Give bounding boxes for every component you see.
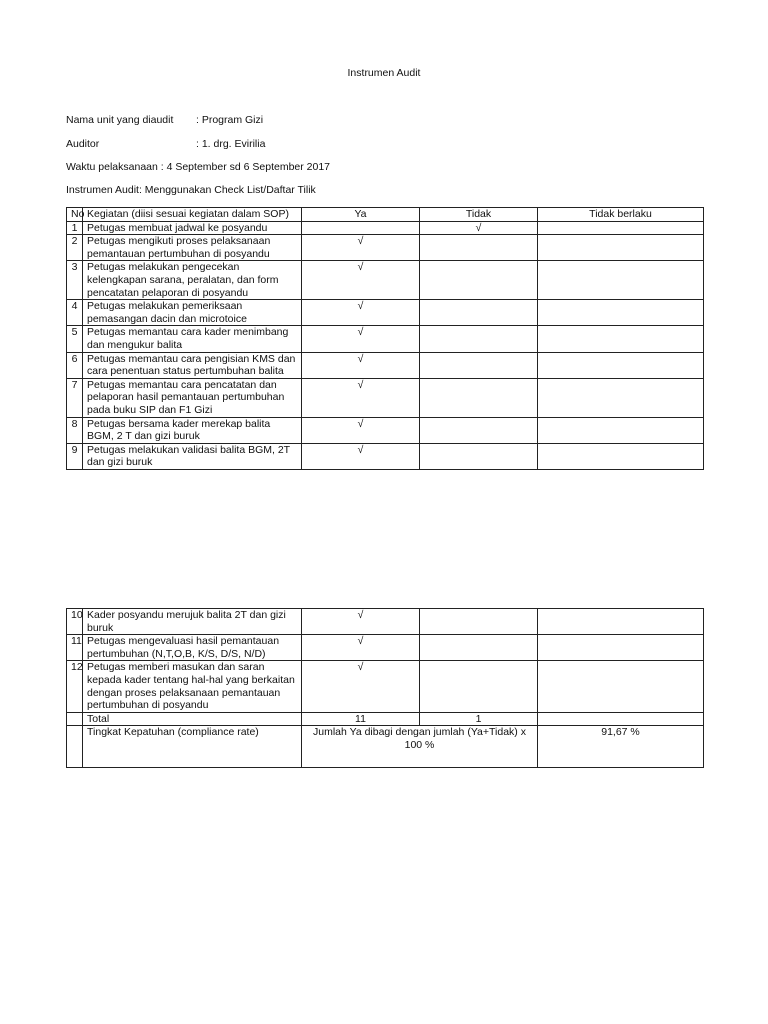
row-tidak-check: √: [420, 221, 538, 235]
table-row: [67, 352, 704, 378]
audit-table-1: [66, 207, 704, 470]
row-tidak-berlaku: [538, 443, 704, 469]
row-no: 3: [67, 261, 83, 300]
row-kegiatan: Petugas memberi masukan dan saran kepada kader tentang hal-hal yang berkaitan dengan proses pelaksanaan pemantauan pertumbuhan di posyandu: [83, 661, 302, 712]
row-tidak-check: [420, 326, 538, 352]
unit-row: [66, 114, 263, 126]
row-no: 1: [67, 221, 83, 235]
row-tidak-berlaku: [538, 221, 704, 235]
row-tidak-check: [420, 235, 538, 261]
compliance-no-cell: [67, 726, 83, 768]
header-kegiatan: Kegiatan (diisi sesuai kegiatan dalam SOP): [83, 208, 302, 222]
row-no: 11: [67, 635, 83, 661]
table-row: [67, 300, 704, 326]
row-ya-check: √: [302, 235, 420, 261]
row-ya-check: √: [302, 352, 420, 378]
auditor-value: : 1. drg. Evirilia: [196, 138, 266, 150]
row-tidak-berlaku: [538, 661, 704, 712]
row-tidak-berlaku: [538, 609, 704, 635]
row-kegiatan: Petugas melakukan validasi balita BGM, 2T dan gizi buruk: [83, 443, 302, 469]
row-ya-check: √: [302, 326, 420, 352]
row-ya-check: [302, 221, 420, 235]
row-kegiatan: Petugas memantau cara pengisian KMS dan cara penentuan status pertumbuhan balita: [83, 352, 302, 378]
header-tidak-berlaku: Tidak berlaku: [538, 208, 704, 222]
row-no: 9: [67, 443, 83, 469]
row-tidak-berlaku: [538, 378, 704, 417]
row-tidak-berlaku: [538, 352, 704, 378]
instrumen-method: Instrumen Audit: Menggunakan Check List/Daftar Tilik: [66, 184, 316, 196]
header-no: No: [67, 208, 83, 222]
row-kegiatan: Kader posyandu merujuk balita 2T dan gizi buruk: [83, 609, 302, 635]
row-tidak-check: [420, 417, 538, 443]
table-row: [67, 378, 704, 417]
row-ya-check: √: [302, 609, 420, 635]
row-tidak-check: [420, 443, 538, 469]
auditor-label: Auditor: [66, 138, 100, 150]
row-tidak-check: [420, 378, 538, 417]
total-row: [67, 712, 704, 726]
table-row: [67, 221, 704, 235]
compliance-row: [67, 726, 704, 768]
document-title: Instrumen Audit: [347, 67, 421, 79]
row-no: 5: [67, 326, 83, 352]
row-no: 12: [67, 661, 83, 712]
row-kegiatan: Petugas mengevaluasi hasil pemantauan pertumbuhan (N,T,O,B, K/S, D/S, N/D): [83, 635, 302, 661]
compliance-value: 91,67 %: [538, 726, 704, 768]
total-ya: 11: [302, 712, 420, 726]
row-ya-check: √: [302, 417, 420, 443]
row-kegiatan: Petugas memantau cara kader menimbang dan mengukur balita: [83, 326, 302, 352]
header-ya: Ya: [302, 208, 420, 222]
waktu-pelaksanaan: Waktu pelaksanaan : 4 September sd 6 September 2017: [66, 161, 331, 173]
row-kegiatan: Petugas memantau cara pencatatan dan pelaporan hasil pemantauan pertumbuhan pada buku SIP dan F1 Gizi: [83, 378, 302, 417]
unit-value: : Program Gizi: [196, 114, 264, 126]
row-kegiatan: Petugas melakukan pemeriksaan pemasangan dacin dan microtoice: [83, 300, 302, 326]
unit-label: Nama unit yang diaudit: [66, 114, 174, 126]
auditor-row: [66, 138, 265, 150]
row-tidak-check: [420, 352, 538, 378]
table-row: [67, 443, 704, 469]
row-tidak-check: [420, 300, 538, 326]
row-no: 8: [67, 417, 83, 443]
table-row: [67, 417, 704, 443]
row-ya-check: √: [302, 635, 420, 661]
row-kegiatan: Petugas melakukan pengecekan kelengkapan sarana, peralatan, dan form pencatatan pelaporan di posyandu: [83, 261, 302, 300]
table-row: [67, 326, 704, 352]
row-no: 4: [67, 300, 83, 326]
header-tidak: Tidak: [420, 208, 538, 222]
row-no: 2: [67, 235, 83, 261]
table-header-row: [67, 208, 704, 222]
row-no: 10: [67, 609, 83, 635]
table-row: [67, 235, 704, 261]
row-kegiatan: Petugas membuat jadwal ke posyandu: [83, 221, 302, 235]
audit-table-2: [66, 608, 704, 768]
row-tidak-berlaku: [538, 235, 704, 261]
total-label: Total: [83, 712, 302, 726]
table-row: [67, 609, 704, 635]
row-tidak-berlaku: [538, 300, 704, 326]
row-ya-check: √: [302, 300, 420, 326]
compliance-formula: Jumlah Ya dibagi dengan jumlah (Ya+Tidak) x 100 %: [302, 726, 538, 768]
row-ya-check: √: [302, 661, 420, 712]
row-ya-check: √: [302, 261, 420, 300]
row-ya-check: √: [302, 378, 420, 417]
table-row: [67, 661, 704, 712]
row-kegiatan: Petugas bersama kader merekap balita BGM, 2 T dan gizi buruk: [83, 417, 302, 443]
row-tidak-berlaku: [538, 635, 704, 661]
row-no: 7: [67, 378, 83, 417]
row-tidak-check: [420, 609, 538, 635]
row-tidak-berlaku: [538, 417, 704, 443]
row-tidak-berlaku: [538, 261, 704, 300]
total-no-cell: [67, 712, 83, 726]
row-tidak-check: [420, 261, 538, 300]
row-no: 6: [67, 352, 83, 378]
total-tidak: 1: [420, 712, 538, 726]
row-tidak-check: [420, 661, 538, 712]
total-tb: [538, 712, 704, 726]
row-kegiatan: Petugas mengikuti proses pelaksanaan pemantauan pertumbuhan di posyandu: [83, 235, 302, 261]
table-row: [67, 635, 704, 661]
table-row: [67, 261, 704, 300]
row-ya-check: √: [302, 443, 420, 469]
compliance-label: Tingkat Kepatuhan (compliance rate): [83, 726, 302, 768]
row-tidak-berlaku: [538, 326, 704, 352]
row-tidak-check: [420, 635, 538, 661]
